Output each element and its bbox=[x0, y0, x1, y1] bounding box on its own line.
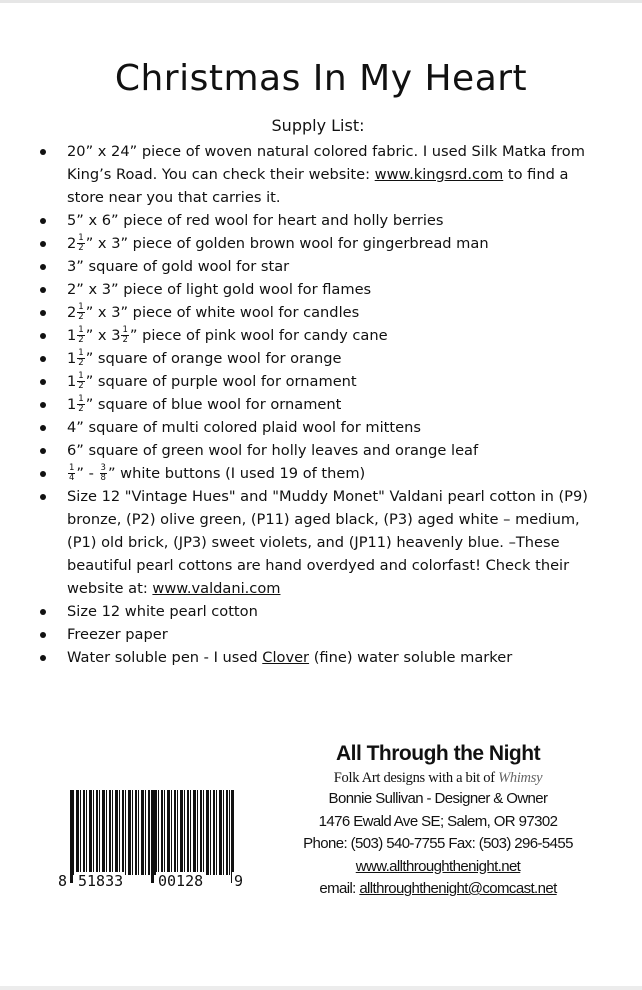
fraction-half: $\frac{1}{2}$ bbox=[78, 371, 84, 391]
designer-line: Bonnie Sullivan - Designer & Owner bbox=[328, 790, 548, 807]
top-edge-line bbox=[0, 0, 642, 3]
list-item: 4” square of multi colored plaid wool for mittens bbox=[40, 416, 600, 439]
list-item: 1 $\frac{1}{2}$ ” square of orange wool for orange bbox=[40, 347, 600, 370]
company-name: All Through the Night bbox=[335, 742, 541, 765]
fraction-half: $\frac{1}{2}$ bbox=[78, 325, 84, 345]
fraction-half: $\frac{1}{2}$ bbox=[122, 325, 128, 345]
list-item: 6” square of green wool for holly leaves and orange leaf bbox=[40, 439, 600, 462]
list-item: Freezer paper bbox=[40, 623, 600, 646]
fraction-quarter: $\frac{1}{4}$ bbox=[69, 463, 75, 483]
website-link[interactable]: www.allthroughthenight.net bbox=[355, 857, 521, 875]
list-item: $\frac{1}{4}$ ” - $\frac{3}{8}$ ” white buttons (I used 19 of them) bbox=[40, 462, 600, 485]
phone-line: Phone: (503) 540-7755 Fax: (503) 296-5455 bbox=[303, 835, 573, 852]
list-item: 2” x 3” piece of light gold wool for flames bbox=[40, 278, 600, 301]
company-info bbox=[252, 740, 624, 901]
clover-brand: Clover bbox=[262, 649, 310, 666]
list-item: 3” square of gold wool for star bbox=[40, 255, 600, 278]
bottom-edge-line bbox=[0, 986, 642, 990]
kingsrd-link[interactable]: www.kingsrd.com bbox=[374, 166, 504, 183]
barcode-guard-left bbox=[70, 790, 73, 883]
list-item: 1 $\frac{1}{2}$ ” square of purple wool for ornament bbox=[40, 370, 600, 393]
list-item: 2 $\frac{1}{2}$ ” x 3” piece of white wool for candles bbox=[40, 301, 600, 324]
list-item: 5” x 6” piece of red wool for heart and holly berries bbox=[40, 209, 600, 232]
barcode-guard-center bbox=[151, 790, 154, 883]
email-link[interactable]: allthroughthenight@comcast.net bbox=[359, 880, 557, 897]
barcode-number: 8 51833 00128 9 bbox=[58, 872, 244, 890]
fraction-half: $\frac{1}{2}$ bbox=[78, 348, 84, 368]
list-item: 20” x 24” piece of woven natural colored fabric. I used Silk Matka from King’s Road. You can check their website: www.kingsrd.com to find a store near you that carries it. bbox=[40, 140, 600, 209]
fraction-half: $\frac{1}{2}$ bbox=[78, 394, 84, 414]
list-item: Water soluble pen - I used Clover (fine) water soluble marker bbox=[40, 646, 600, 669]
company-tagline: Folk Art designs with a bit of Whimsy bbox=[333, 770, 543, 786]
list-item: 1 $\frac{1}{2}$ ” square of blue wool for ornament bbox=[40, 393, 600, 416]
list-item: 1 $\frac{1}{2}$ ” x 3 $\frac{1}{2}$ ” piece of pink wool for candy cane bbox=[40, 324, 600, 347]
list-item: Size 12 white pearl cotton bbox=[40, 600, 600, 623]
supply-list-heading: Supply List: bbox=[271, 116, 365, 135]
list-item: 2 $\frac{1}{2}$ ” x 3” piece of golden brown wool for gingerbread man bbox=[40, 232, 600, 255]
address-line: 1476 Ewald Ave SE; Salem, OR 97302 bbox=[318, 812, 558, 830]
email-line: email: allthroughthenight@comcast.net bbox=[319, 880, 557, 897]
barcode-guard-right bbox=[231, 790, 234, 883]
list-item: Size 12 "Vintage Hues" and "Muddy Monet" Valdani pearl cotton in (P9) bronze, (P2) olive green, (P11) aged black, (P3) aged white – medium, (P1) old brick, (JP3) sweet violets, and (JP11) heavenly blue. –These beautiful pearl cottons are hand overdyed and colorfast! Check their website at: www.valdani.com bbox=[40, 485, 600, 600]
fraction-half: $\frac{1}{2}$ bbox=[78, 233, 84, 253]
fraction-half: $\frac{1}{2}$ bbox=[78, 302, 84, 322]
supply-list bbox=[40, 140, 600, 669]
valdani-link[interactable]: www.valdani.com bbox=[152, 580, 281, 597]
pattern-title: Christmas In My Heart bbox=[114, 58, 528, 99]
fraction-three-eighths: $\frac{3}{8}$ bbox=[100, 463, 106, 483]
